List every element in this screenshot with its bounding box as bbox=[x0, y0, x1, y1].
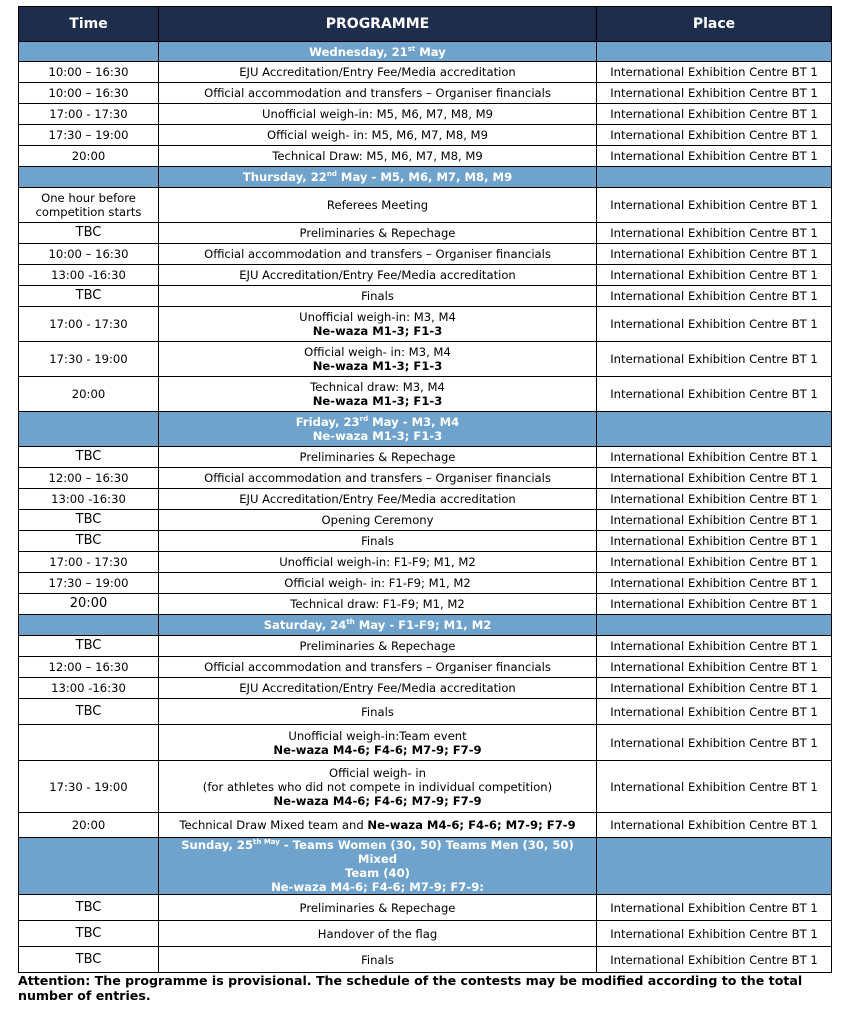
place-cell: International Exhibition Centre BT 1 bbox=[597, 342, 832, 377]
time-cell: 17:00 - 17:30 bbox=[19, 552, 159, 573]
programme-cell: Finals bbox=[159, 531, 597, 552]
table-row bbox=[19, 188, 832, 223]
programme-cell: Technical Draw Mixed team and Ne-waza M4-6; F4-6; M7-9; F7-9 bbox=[159, 813, 597, 838]
table-row bbox=[19, 531, 832, 552]
table-row bbox=[19, 699, 832, 725]
table-row bbox=[19, 678, 832, 699]
attention-note: Attention: The programme is provisional. The schedule of the contests may be modified according to the total number of entries. bbox=[18, 973, 803, 1003]
place-cell: International Exhibition Centre BT 1 bbox=[597, 307, 832, 342]
place-cell: International Exhibition Centre BT 1 bbox=[597, 921, 832, 947]
table-row bbox=[19, 223, 832, 244]
programme-cell: Opening Ceremony bbox=[159, 510, 597, 531]
table-row bbox=[19, 244, 832, 265]
day-row-saturday bbox=[19, 615, 832, 636]
day-title: Friday, 23rd May - M3, M4 Ne-waza M1-3; F1-3 bbox=[159, 412, 597, 447]
place-cell: International Exhibition Centre BT 1 bbox=[597, 510, 832, 531]
day-title: Wednesday, 21st May bbox=[159, 42, 597, 62]
place-cell: International Exhibition Centre BT 1 bbox=[597, 286, 832, 307]
programme-cell: Official weigh- in: M5, M6, M7, M8, M9 bbox=[159, 125, 597, 146]
place-cell: International Exhibition Centre BT 1 bbox=[597, 62, 832, 83]
table-row bbox=[19, 657, 832, 678]
table-row bbox=[19, 286, 832, 307]
table-row bbox=[19, 125, 832, 146]
programme-cell: Technical Draw: M5, M6, M7, M8, M9 bbox=[159, 146, 597, 167]
programme-cell: Official accommodation and transfers – Organiser financials bbox=[159, 83, 597, 104]
place-cell: International Exhibition Centre BT 1 bbox=[597, 489, 832, 510]
time-cell: TBC bbox=[19, 636, 159, 657]
place-cell: International Exhibition Centre BT 1 bbox=[597, 244, 832, 265]
time-cell: TBC bbox=[19, 510, 159, 531]
table-row bbox=[19, 552, 832, 573]
programme-cell: Preliminaries & Repechage bbox=[159, 447, 597, 468]
table-row bbox=[19, 921, 832, 947]
day-title: Saturday, 24th May - F1-F9; M1, M2 bbox=[159, 615, 597, 636]
time-cell: 17:30 - 19:00 bbox=[19, 342, 159, 377]
place-cell: International Exhibition Centre BT 1 bbox=[597, 188, 832, 223]
place-cell: International Exhibition Centre BT 1 bbox=[597, 573, 832, 594]
place-cell: International Exhibition Centre BT 1 bbox=[597, 104, 832, 125]
table-row bbox=[19, 895, 832, 921]
table-row bbox=[19, 510, 832, 531]
place-cell: International Exhibition Centre BT 1 bbox=[597, 636, 832, 657]
programme-cell: Technical draw: F1-F9; M1, M2 bbox=[159, 594, 597, 615]
time-cell: 17:00 - 17:30 bbox=[19, 104, 159, 125]
time-cell: 10:00 – 16:30 bbox=[19, 244, 159, 265]
day-title: Thursday, 22nd May - M5, M6, M7, M8, M9 bbox=[159, 167, 597, 188]
time-cell: 17:30 - 19:00 bbox=[19, 761, 159, 813]
day-row-wednesday bbox=[19, 42, 832, 62]
programme-cell: EJU Accreditation/Entry Fee/Media accreditation bbox=[159, 62, 597, 83]
time-cell bbox=[19, 725, 159, 761]
header-row bbox=[19, 7, 832, 42]
time-cell: 13:00 -16:30 bbox=[19, 489, 159, 510]
place-cell: International Exhibition Centre BT 1 bbox=[597, 83, 832, 104]
place-cell: International Exhibition Centre BT 1 bbox=[597, 552, 832, 573]
programme-cell: Official weigh- in (for athletes who did not compete in individual competition) Ne-waza M4-6; F4-6; M7-9; F7-9 bbox=[159, 761, 597, 813]
table-row bbox=[19, 573, 832, 594]
place-cell: International Exhibition Centre BT 1 bbox=[597, 725, 832, 761]
programme-cell: Official accommodation and transfers – Organiser financials bbox=[159, 468, 597, 489]
header-programme: PROGRAMME bbox=[159, 7, 597, 42]
day-row-thursday bbox=[19, 167, 832, 188]
time-cell: TBC bbox=[19, 447, 159, 468]
time-cell: One hour before competition starts bbox=[19, 188, 159, 223]
place-cell: International Exhibition Centre BT 1 bbox=[597, 594, 832, 615]
table-row bbox=[19, 377, 832, 412]
programme-cell: Official accommodation and transfers – Organiser financials bbox=[159, 244, 597, 265]
time-cell: 17:00 - 17:30 bbox=[19, 307, 159, 342]
programme-cell: Finals bbox=[159, 699, 597, 725]
time-cell: 17:30 – 19:00 bbox=[19, 573, 159, 594]
time-cell: TBC bbox=[19, 947, 159, 973]
table-row bbox=[19, 83, 832, 104]
table-row bbox=[19, 62, 832, 83]
table-row bbox=[19, 342, 832, 377]
table-row bbox=[19, 146, 832, 167]
schedule-table bbox=[18, 6, 832, 973]
table-row bbox=[19, 947, 832, 973]
table-row bbox=[19, 468, 832, 489]
programme-cell: Referees Meeting bbox=[159, 188, 597, 223]
table-row bbox=[19, 489, 832, 510]
time-cell: 12:00 – 16:30 bbox=[19, 468, 159, 489]
programme-cell: Unofficial weigh-in: M5, M6, M7, M8, M9 bbox=[159, 104, 597, 125]
programme-cell: Unofficial weigh-in: M3, M4 Ne-waza M1-3; F1-3 bbox=[159, 307, 597, 342]
place-cell: International Exhibition Centre BT 1 bbox=[597, 761, 832, 813]
place-cell: International Exhibition Centre BT 1 bbox=[597, 146, 832, 167]
time-cell: 10:00 – 16:30 bbox=[19, 62, 159, 83]
table-row bbox=[19, 813, 832, 838]
time-cell: 13:00 -16:30 bbox=[19, 678, 159, 699]
place-cell: International Exhibition Centre BT 1 bbox=[597, 125, 832, 146]
time-cell: TBC bbox=[19, 921, 159, 947]
programme-cell: Preliminaries & Repechage bbox=[159, 223, 597, 244]
table-row bbox=[19, 447, 832, 468]
programme-cell: Finals bbox=[159, 947, 597, 973]
time-cell: TBC bbox=[19, 895, 159, 921]
programme-cell: Unofficial weigh-in: F1-F9; M1, M2 bbox=[159, 552, 597, 573]
table-row bbox=[19, 594, 832, 615]
table-row bbox=[19, 636, 832, 657]
time-cell: TBC bbox=[19, 699, 159, 725]
time-cell: 12:00 – 16:30 bbox=[19, 657, 159, 678]
programme-cell: Handover of the flag bbox=[159, 921, 597, 947]
place-cell: International Exhibition Centre BT 1 bbox=[597, 678, 832, 699]
place-cell: International Exhibition Centre BT 1 bbox=[597, 947, 832, 973]
programme-cell: Finals bbox=[159, 286, 597, 307]
place-cell: International Exhibition Centre BT 1 bbox=[597, 468, 832, 489]
place-cell: International Exhibition Centre BT 1 bbox=[597, 813, 832, 838]
time-cell: 10:00 – 16:30 bbox=[19, 83, 159, 104]
place-cell: International Exhibition Centre BT 1 bbox=[597, 895, 832, 921]
place-cell: International Exhibition Centre BT 1 bbox=[597, 531, 832, 552]
table-row bbox=[19, 725, 832, 761]
programme-cell: Official weigh- in: F1-F9; M1, M2 bbox=[159, 573, 597, 594]
place-cell: International Exhibition Centre BT 1 bbox=[597, 657, 832, 678]
place-cell: International Exhibition Centre BT 1 bbox=[597, 377, 832, 412]
table-row bbox=[19, 104, 832, 125]
programme-cell: EJU Accreditation/Entry Fee/Media accreditation bbox=[159, 265, 597, 286]
place-cell: International Exhibition Centre BT 1 bbox=[597, 265, 832, 286]
programme-cell: Official weigh- in: M3, M4 Ne-waza M1-3; F1-3 bbox=[159, 342, 597, 377]
programme-cell: Unofficial weigh-in:Team event Ne-waza M4-6; F4-6; M7-9; F7-9 bbox=[159, 725, 597, 761]
header-place: Place bbox=[597, 7, 832, 42]
place-cell: International Exhibition Centre BT 1 bbox=[597, 447, 832, 468]
time-cell: TBC bbox=[19, 286, 159, 307]
day-row-sunday bbox=[19, 838, 832, 895]
time-cell: TBC bbox=[19, 531, 159, 552]
time-cell: 20:00 bbox=[19, 813, 159, 838]
time-cell: 20:00 bbox=[19, 146, 159, 167]
time-cell: TBC bbox=[19, 223, 159, 244]
programme-cell: Preliminaries & Repechage bbox=[159, 636, 597, 657]
place-cell: International Exhibition Centre BT 1 bbox=[597, 223, 832, 244]
time-cell: 13:00 -16:30 bbox=[19, 265, 159, 286]
day-row-friday bbox=[19, 412, 832, 447]
programme-cell: EJU Accreditation/Entry Fee/Media accreditation bbox=[159, 489, 597, 510]
place-cell: International Exhibition Centre BT 1 bbox=[597, 699, 832, 725]
table-row bbox=[19, 761, 832, 813]
programme-cell: EJU Accreditation/Entry Fee/Media accreditation bbox=[159, 678, 597, 699]
time-cell: 20:00 bbox=[19, 377, 159, 412]
schedule bbox=[18, 6, 831, 973]
time-cell: 20:00 bbox=[19, 594, 159, 615]
day-title: Sunday, $25^{th May}$ - Teams Women (30, 50) Teams Men (30, 50) Mixed Team (40) Ne-waza M4-6; F4-6; M7-9; F7-9: bbox=[159, 838, 597, 895]
table-row bbox=[19, 265, 832, 286]
header-time: Time bbox=[19, 7, 159, 42]
programme-cell: Official accommodation and transfers – Organiser financials bbox=[159, 657, 597, 678]
time-cell: 17:30 – 19:00 bbox=[19, 125, 159, 146]
table-row bbox=[19, 307, 832, 342]
programme-cell: Preliminaries & Repechage bbox=[159, 895, 597, 921]
programme-cell: Technical draw: M3, M4 Ne-waza M1-3; F1-3 bbox=[159, 377, 597, 412]
